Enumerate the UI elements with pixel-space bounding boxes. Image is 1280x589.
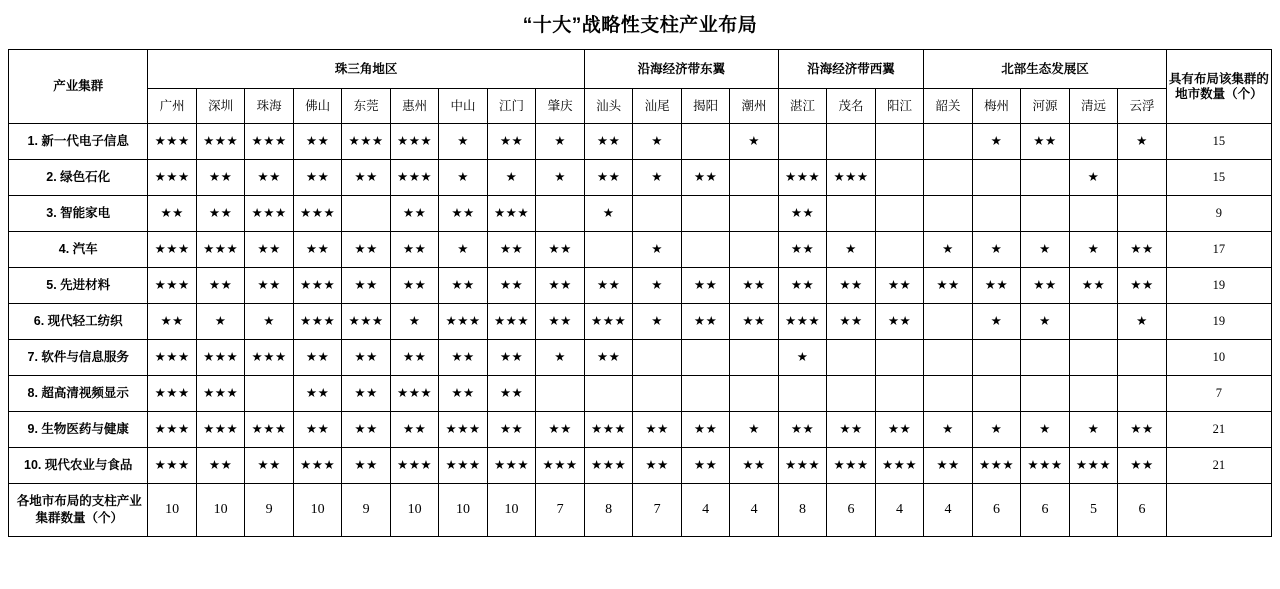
row-label: 3. 智能家电 [9,196,148,232]
star-cell: ★★ [342,340,390,376]
star-cell: ★★ [196,448,244,484]
table-header [9,50,1272,124]
city-header-yangjiang: 阳江 [875,89,924,124]
star-cell [924,340,972,376]
star-cell: ★ [633,160,681,196]
star-cell: ★★ [245,160,293,196]
totals-cell: 10 [487,484,535,537]
star-cell: ★★ [1118,268,1166,304]
row-count: 9 [1166,196,1271,232]
star-cell: ★ [536,340,585,376]
star-cell: ★ [1069,160,1117,196]
star-cell: ★★ [390,268,438,304]
star-cell: ★★ [390,196,438,232]
star-cell: ★ [633,304,681,340]
star-cell [1069,124,1117,160]
star-cell: ★★★ [584,448,632,484]
star-cell [778,124,826,160]
star-cell [875,232,924,268]
star-cell: ★ [730,412,779,448]
totals-cell: 6 [1118,484,1166,537]
star-cell: ★★★ [196,412,244,448]
star-cell: ★★ [1021,124,1069,160]
star-cell [681,196,729,232]
star-cell: ★ [439,160,487,196]
star-cell: ★★ [487,340,535,376]
city-header-shenzhen: 深圳 [196,89,244,124]
industry-layout-table [8,49,1272,537]
star-cell [1021,376,1069,412]
totals-cell: 4 [681,484,729,537]
star-cell [1118,340,1166,376]
star-cell: ★★★ [1021,448,1069,484]
star-cell: ★★ [487,124,535,160]
star-cell: ★ [196,304,244,340]
star-cell: ★★★ [1069,448,1117,484]
star-cell: ★★ [536,412,585,448]
totals-cell: 9 [245,484,293,537]
star-cell [875,160,924,196]
star-cell: ★★★ [245,196,293,232]
star-cell: ★★★ [390,376,438,412]
star-cell [730,340,779,376]
star-cell: ★★ [293,412,341,448]
star-cell: ★★ [924,268,972,304]
row-count: 21 [1166,448,1271,484]
star-cell: ★★★ [196,232,244,268]
city-header-zhaoqing: 肇庆 [536,89,585,124]
star-cell: ★ [972,304,1020,340]
star-cell: ★★★ [487,196,535,232]
star-cell: ★★★ [196,376,244,412]
star-cell: ★★ [730,448,779,484]
star-cell: ★★ [972,268,1020,304]
star-cell: ★ [778,340,826,376]
star-cell: ★★ [584,340,632,376]
star-cell: ★★ [293,340,341,376]
totals-cell: 6 [1021,484,1069,537]
star-cell [924,196,972,232]
row-count: 10 [1166,340,1271,376]
city-header-dongguan: 东莞 [342,89,390,124]
star-cell [681,340,729,376]
star-cell: ★★ [1118,232,1166,268]
star-cell [681,124,729,160]
star-cell [1118,376,1166,412]
star-cell: ★★ [584,268,632,304]
group-header-prd: 珠三角地区 [148,50,584,89]
star-cell [681,376,729,412]
star-cell: ★★★ [148,232,196,268]
star-cell: ★ [924,412,972,448]
star-cell: ★★★ [293,196,341,232]
totals-cell: 10 [439,484,487,537]
star-cell [875,124,924,160]
totals-cell: 4 [924,484,972,537]
star-cell: ★ [924,232,972,268]
star-cell: ★★ [778,196,826,232]
star-cell: ★★ [390,232,438,268]
star-cell: ★★★ [148,412,196,448]
city-header-shantou: 汕头 [584,89,632,124]
star-cell: ★★ [342,376,390,412]
star-cell [972,340,1020,376]
row-label: 4. 汽车 [9,232,148,268]
star-cell [1021,160,1069,196]
row-label: 9. 生物医药与健康 [9,412,148,448]
table-body [9,124,1272,537]
star-cell: ★★ [293,376,341,412]
star-cell [730,376,779,412]
totals-cell: 8 [778,484,826,537]
star-cell: ★★ [681,268,729,304]
city-header-zhongshan: 中山 [439,89,487,124]
star-cell [633,376,681,412]
star-cell: ★★★ [390,448,438,484]
table-row [9,304,1272,340]
city-header-heyuan: 河源 [1021,89,1069,124]
table-container [0,49,1280,537]
group-header-coastal-east: 沿海经济带东翼 [584,50,778,89]
star-cell: ★★★ [293,448,341,484]
city-header-qingyuan: 清远 [1069,89,1117,124]
row-label: 8. 超高清视频显示 [9,376,148,412]
totals-label: 各地市布局的支柱产业集群数量（个） [9,484,148,537]
star-cell [827,124,875,160]
star-cell [924,160,972,196]
row-label: 2. 绿色石化 [9,160,148,196]
table-row [9,376,1272,412]
star-cell [1118,160,1166,196]
star-cell [778,376,826,412]
star-cell: ★★ [342,448,390,484]
totals-cell: 10 [293,484,341,537]
star-cell: ★★★ [342,124,390,160]
star-cell: ★★ [487,376,535,412]
star-cell [827,196,875,232]
star-cell: ★★★ [778,304,826,340]
star-cell: ★★ [536,304,585,340]
star-cell: ★★★ [148,448,196,484]
star-cell: ★★★ [148,376,196,412]
star-cell: ★ [1021,304,1069,340]
star-cell: ★★★ [342,304,390,340]
star-cell: ★★★ [487,448,535,484]
star-cell: ★ [487,160,535,196]
totals-cell: 4 [875,484,924,537]
star-cell: ★★★ [875,448,924,484]
totals-cell: 9 [342,484,390,537]
star-cell [730,232,779,268]
totals-cell: 6 [827,484,875,537]
star-cell [1069,340,1117,376]
star-cell: ★ [245,304,293,340]
city-header-chaozhou: 潮州 [730,89,779,124]
star-cell: ★★ [293,124,341,160]
city-header-guangzhou: 广州 [148,89,196,124]
star-cell: ★★★ [584,412,632,448]
star-cell: ★★ [245,448,293,484]
star-cell [245,376,293,412]
totals-cell: 7 [536,484,585,537]
star-cell: ★★ [681,304,729,340]
star-cell: ★★ [196,268,244,304]
row-label: 6. 现代轻工纺织 [9,304,148,340]
star-cell [972,196,1020,232]
star-cell [1118,196,1166,232]
city-header-zhuhai: 珠海 [245,89,293,124]
star-cell: ★ [1069,232,1117,268]
star-cell: ★★★ [584,304,632,340]
star-cell: ★★ [439,376,487,412]
star-cell: ★★ [875,268,924,304]
city-header-shanwei: 汕尾 [633,89,681,124]
star-cell [730,196,779,232]
star-cell: ★★ [439,268,487,304]
star-cell: ★★ [778,412,826,448]
star-cell: ★★ [342,232,390,268]
star-cell: ★★ [439,196,487,232]
page-title: “十大”战略性支柱产业布局 [522,15,758,36]
star-cell: ★ [1118,304,1166,340]
star-cell: ★★★ [390,124,438,160]
star-cell: ★★ [730,304,779,340]
city-header-shaoguan: 韶关 [924,89,972,124]
row-label: 5. 先进材料 [9,268,148,304]
table-row [9,160,1272,196]
star-cell: ★★ [342,160,390,196]
star-cell [342,196,390,232]
star-cell: ★★★ [148,124,196,160]
city-header-zhanjiang: 湛江 [778,89,826,124]
table-row [9,268,1272,304]
star-cell: ★ [536,160,585,196]
star-cell: ★ [390,304,438,340]
star-cell [972,376,1020,412]
star-cell: ★ [633,124,681,160]
star-cell [633,196,681,232]
star-cell: ★ [1021,412,1069,448]
star-cell: ★ [633,232,681,268]
star-cell: ★★ [342,268,390,304]
table-row [9,232,1272,268]
table-row [9,340,1272,376]
star-cell: ★★★ [245,412,293,448]
star-cell [924,376,972,412]
city-header-huizhou: 惠州 [390,89,438,124]
header-row-groups [9,50,1272,89]
header-row-cities [9,89,1272,124]
star-cell: ★ [1118,124,1166,160]
star-cell: ★★ [293,232,341,268]
star-cell: ★★ [439,340,487,376]
star-cell: ★ [584,196,632,232]
totals-cell: 10 [390,484,438,537]
totals-cell: 8 [584,484,632,537]
star-cell [633,340,681,376]
group-header-coastal-west: 沿海经济带西翼 [778,50,923,89]
star-cell: ★★ [196,196,244,232]
city-header-meizhou: 梅州 [972,89,1020,124]
star-cell: ★ [439,232,487,268]
city-header-foshan: 佛山 [293,89,341,124]
group-header-north-eco: 北部生态发展区 [924,50,1166,89]
star-cell: ★★ [633,412,681,448]
table-row [9,448,1272,484]
star-cell [972,160,1020,196]
star-cell: ★★ [487,412,535,448]
star-cell: ★ [633,268,681,304]
row-count: 19 [1166,304,1271,340]
star-cell: ★★★ [972,448,1020,484]
star-cell: ★★ [681,160,729,196]
star-cell: ★★ [633,448,681,484]
star-cell [1069,196,1117,232]
star-cell: ★★ [390,412,438,448]
star-cell: ★★★ [439,412,487,448]
star-cell [924,124,972,160]
star-cell: ★★ [730,268,779,304]
city-header-jiangmen: 江门 [487,89,535,124]
star-cell: ★★ [778,232,826,268]
star-cell: ★ [972,124,1020,160]
star-cell [827,340,875,376]
city-header-maoming: 茂名 [827,89,875,124]
star-cell: ★★★ [196,124,244,160]
star-cell: ★★ [536,268,585,304]
row-count: 19 [1166,268,1271,304]
star-cell: ★ [536,124,585,160]
star-cell: ★★ [827,412,875,448]
star-cell [584,376,632,412]
star-cell: ★★ [148,196,196,232]
star-cell: ★ [439,124,487,160]
row-label: 7. 软件与信息服务 [9,340,148,376]
star-cell: ★★ [487,268,535,304]
star-cell [681,232,729,268]
star-cell: ★★ [148,304,196,340]
row-count: 17 [1166,232,1271,268]
star-cell: ★★ [245,232,293,268]
star-cell [1021,196,1069,232]
star-cell: ★★★ [148,340,196,376]
star-cell: ★★★ [245,340,293,376]
row-label: 10. 现代农业与食品 [9,448,148,484]
star-cell: ★★ [681,412,729,448]
star-cell: ★ [1021,232,1069,268]
corner-header: 产业集群 [9,50,148,124]
star-cell: ★★ [536,232,585,268]
row-label: 1. 新一代电子信息 [9,124,148,160]
star-cell: ★★★ [148,268,196,304]
totals-tail-cell [1166,484,1271,537]
star-cell [536,376,585,412]
star-cell: ★★★ [827,448,875,484]
star-cell [875,340,924,376]
star-cell: ★★ [1021,268,1069,304]
star-cell [827,376,875,412]
star-cell [1069,304,1117,340]
star-cell: ★★★ [196,340,244,376]
star-cell: ★★★ [293,268,341,304]
star-cell: ★★ [487,232,535,268]
star-cell: ★★ [293,160,341,196]
totals-cell: 4 [730,484,779,537]
star-cell: ★★★ [778,160,826,196]
star-cell: ★★★ [390,160,438,196]
star-cell: ★★ [196,160,244,196]
totals-cell: 7 [633,484,681,537]
star-cell: ★ [827,232,875,268]
star-cell [730,160,779,196]
row-count: 15 [1166,124,1271,160]
totals-cell: 10 [196,484,244,537]
star-cell: ★★ [584,160,632,196]
star-cell: ★★★ [245,124,293,160]
star-cell: ★★★ [487,304,535,340]
star-cell: ★★★ [439,304,487,340]
star-cell: ★★★ [778,448,826,484]
totals-cell: 6 [972,484,1020,537]
star-cell: ★★ [1118,448,1166,484]
star-cell [536,196,585,232]
star-cell [875,196,924,232]
star-cell: ★ [972,412,1020,448]
star-cell: ★★ [778,268,826,304]
star-cell: ★ [972,232,1020,268]
row-count: 21 [1166,412,1271,448]
star-cell [584,232,632,268]
star-cell: ★★★ [536,448,585,484]
star-cell: ★★ [1118,412,1166,448]
table-row [9,412,1272,448]
row-count: 7 [1166,376,1271,412]
star-cell: ★ [1069,412,1117,448]
city-count-header: 具有布局该集群的地市数量（个） [1166,50,1271,124]
star-cell: ★ [730,124,779,160]
star-cell [1021,340,1069,376]
star-cell: ★★ [875,304,924,340]
star-cell: ★★ [681,448,729,484]
star-cell [875,376,924,412]
star-cell: ★★ [827,304,875,340]
star-cell: ★★★ [827,160,875,196]
star-cell: ★★ [245,268,293,304]
star-cell: ★★ [342,412,390,448]
table-row [9,124,1272,160]
star-cell: ★★ [584,124,632,160]
star-cell [924,304,972,340]
star-cell: ★★ [924,448,972,484]
totals-cell: 10 [148,484,196,537]
table-row-totals [9,484,1272,537]
star-cell: ★★ [827,268,875,304]
totals-cell: 5 [1069,484,1117,537]
table-row [9,196,1272,232]
star-cell: ★★★ [439,448,487,484]
star-cell: ★★ [1069,268,1117,304]
city-header-yunfu: 云浮 [1118,89,1166,124]
star-cell [1069,376,1117,412]
star-cell: ★★ [875,412,924,448]
star-cell: ★★ [390,340,438,376]
row-count: 15 [1166,160,1271,196]
star-cell: ★★★ [293,304,341,340]
city-header-jieyang: 揭阳 [681,89,729,124]
star-cell: ★★★ [148,160,196,196]
